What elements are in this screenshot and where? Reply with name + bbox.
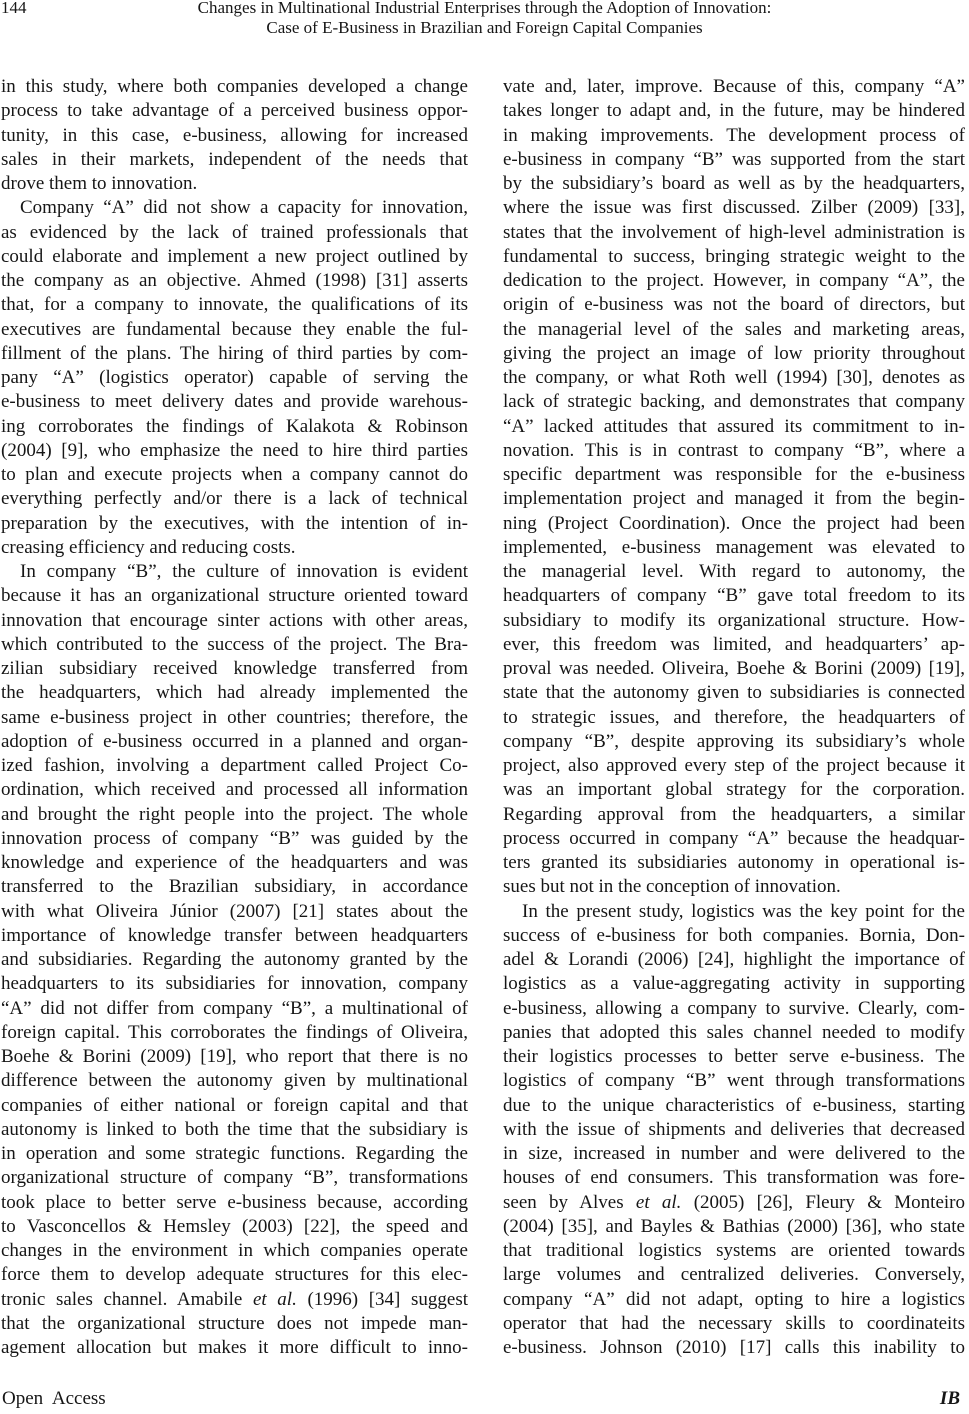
text-segment: dedication to the project. However, in company “A”, the	[503, 270, 965, 291]
text-segment: sales in their markets, independent of the needs that	[1, 148, 468, 170]
text-segment: success of e-business for both companies. Bornia, Don-	[503, 924, 965, 946]
page-number: 144	[1, 0, 27, 17]
text-line	[503, 948, 965, 972]
text-segment: with what Oliveira Júnior (2007) [21] states about the	[1, 900, 468, 922]
text-segment: and subsidiaries. Regarding the autonomy granted by the	[1, 949, 468, 970]
text-segment: companies of either national or foreign capital and that	[1, 1094, 468, 1116]
text-line	[1, 1021, 468, 1045]
text-line	[503, 390, 965, 414]
text-line	[503, 1312, 965, 1336]
text-segment: the company, or what Roth well (1994) [30], denotes as	[503, 367, 965, 388]
text-line	[503, 609, 965, 633]
text-line	[1, 1336, 468, 1360]
text-segment: process occurred in company “A” because the headquar-	[503, 827, 965, 849]
text-line	[503, 633, 965, 657]
journal-abbreviation: IB	[939, 1388, 960, 1409]
text-segment: implementation project and managed it from the begin-	[503, 488, 965, 510]
text-line	[1, 609, 468, 633]
text-line	[1, 827, 468, 851]
text-segment: took place to better serve e-business because, according	[1, 1191, 468, 1213]
text-line	[1, 584, 468, 608]
text-segment: e-business in company “B” was supported from the start	[503, 148, 965, 170]
text-segment: changes in the environment in which companies operate	[1, 1240, 468, 1261]
text-line	[503, 75, 965, 99]
paragraph	[503, 75, 965, 900]
text-segment: In the present study, logistics was the key point for the	[522, 900, 965, 922]
text-line	[503, 1336, 965, 1360]
text-segment: (2004) [35], and Bayles & Bathias (2000) [36], who state	[503, 1215, 965, 1237]
text-line	[503, 1215, 965, 1239]
open-access-label: Open Access	[2, 1388, 106, 1409]
text-line	[503, 827, 965, 851]
text-segment: where the issue was first discussed. Zilber (2009) [33],	[503, 197, 965, 219]
text-segment: in size, increased in number and were delivered to the	[503, 1143, 965, 1164]
text-segment: the headquarters, which had already implemented the	[1, 682, 468, 704]
text-segment: lack of strategic backing, and demonstrates that company	[503, 391, 965, 413]
text-segment: with the issue of shipments and deliveries that decreased	[503, 1118, 965, 1140]
text-segment: states that the involvement of high-level administration is	[503, 221, 965, 243]
text-line	[1, 560, 468, 584]
text-line	[1, 245, 468, 269]
text-line	[503, 730, 965, 754]
text-line	[1, 730, 468, 754]
text-segment: the company as an objective. Ahmed (1998) [31] asserts	[1, 270, 468, 291]
text-segment: ning (Project Coordination). Once the project had been	[503, 512, 965, 534]
text-segment: houses of end consumers. This transformation was fore-	[503, 1167, 965, 1189]
right-text-column	[503, 75, 965, 1360]
text-segment: in operation and some strategic functions. Regarding the	[1, 1143, 468, 1164]
text-segment: company “A” did not adapt, opting to hire a logistics	[503, 1288, 965, 1310]
paragraph	[1, 75, 468, 196]
text-line	[1, 124, 468, 148]
text-segment: autonomy is linked to both the time that the subsidiary is	[1, 1118, 468, 1140]
text-segment: process to take advantage of a perceived business oppor-	[1, 100, 468, 122]
text-segment: organizational structure of company “B”, transformations	[1, 1167, 468, 1189]
text-segment: transferred to the Brazilian subsidiary, in accordance	[1, 876, 468, 898]
text-segment: tunity, in this case, e-business, allowing for increased	[1, 124, 468, 146]
text-segment: executives are fundamental because they enable the ful-	[1, 318, 468, 340]
text-segment: adel & Lorandi (2006) [24], highlight the importance of	[503, 949, 965, 970]
text-segment: ters granted its subsidiaries autonomy in operational is-	[503, 852, 965, 873]
text-segment: that the organizational structure does not impede man-	[1, 1312, 468, 1334]
text-segment: logistics of company “B” went through transformations	[503, 1070, 965, 1092]
text-line	[1, 415, 468, 439]
text-line	[1, 293, 468, 317]
text-segment: was an important global strategy for the corporation.	[503, 779, 965, 801]
text-segment: headquarters of company “B” gave total freedom to its	[503, 585, 965, 607]
text-line	[503, 778, 965, 802]
text-line	[1, 512, 468, 536]
text-segment: (2005) [26], Fleury & Monteiro	[681, 1191, 965, 1213]
text-segment: implemented, e-business management was elevated to	[503, 536, 965, 558]
text-segment: force them to develop adequate structures for this elec-	[1, 1264, 468, 1286]
text-segment: vate and, later, improve. Because of this, company “A”	[503, 76, 965, 97]
text-line	[1, 633, 468, 657]
text-line	[503, 1069, 965, 1093]
text-line	[503, 1288, 965, 1312]
text-line	[503, 997, 965, 1021]
text-segment: could elaborate and implement a new project outlined by	[1, 245, 468, 267]
text-segment: innovation that encourage sinter actions with other areas,	[1, 609, 468, 631]
text-line	[503, 754, 965, 778]
text-line	[1, 1239, 468, 1263]
text-line	[503, 221, 965, 245]
text-segment: drove them to innovation.	[1, 173, 198, 194]
text-line	[1, 803, 468, 827]
text-line	[1, 487, 468, 511]
text-line	[503, 924, 965, 948]
text-segment: that, for a company to innovate, the qualifications of its	[1, 294, 468, 316]
paragraph	[1, 196, 468, 560]
text-segment: in this study, where both companies developed a change	[1, 76, 468, 97]
text-segment: same e-business project in other countries; therefore, the	[1, 706, 468, 728]
text-segment: tronic sales channel. Amabile	[1, 1288, 253, 1310]
text-line	[503, 172, 965, 196]
text-segment: operator that had the necessary skills to coordinateits	[503, 1312, 965, 1334]
text-line	[503, 1045, 965, 1069]
text-segment: ever, this freedom was limited, and headquarters’ ap-	[503, 633, 965, 655]
text-segment: sues but not in the conception of innovation.	[503, 876, 841, 898]
text-segment: importance of knowledge transfer between headquarters	[1, 924, 468, 946]
text-line	[1, 972, 468, 996]
text-segment: “A” did not differ from company “B”, a multinational of	[1, 997, 468, 1019]
text-segment: giving the project an image of low priority throughout	[503, 342, 965, 364]
text-segment: fundamental to success, bringing strategic weight to the	[503, 245, 965, 267]
text-line	[1, 148, 468, 172]
text-segment: (1996) [34] suggest	[296, 1288, 468, 1310]
text-segment: origin of e-business was not the board of directors, but	[503, 294, 965, 316]
text-segment: (2004) [9], who emphasize the need to hire third parties	[1, 439, 468, 461]
left-text-column	[1, 75, 468, 1360]
text-line	[1, 681, 468, 705]
text-line	[503, 1263, 965, 1287]
text-segment: as evidenced by the lack of trained professionals that	[1, 221, 468, 243]
text-line	[503, 584, 965, 608]
text-line	[503, 293, 965, 317]
text-segment: panies that adopted this sales channel needed to modify	[503, 1021, 965, 1043]
text-line	[503, 439, 965, 463]
text-segment: difference between the autonomy given by multinational	[1, 1070, 468, 1092]
text-segment: subsidiary to modify its organizational structure. How-	[503, 609, 965, 631]
text-line	[503, 851, 965, 875]
text-line	[503, 1142, 965, 1166]
text-line	[1, 1045, 468, 1069]
text-line	[1, 948, 468, 972]
text-line	[1, 1094, 468, 1118]
text-segment: ing corroborates the findings of Kalakota & Robinson	[1, 415, 468, 437]
text-segment: everything perfectly and/or there is a lack of technical	[1, 488, 468, 510]
text-line	[1, 875, 468, 899]
text-segment: novation. This is in contrast to company “B”, where a	[503, 439, 965, 461]
text-segment: state that the autonomy given to subsidiaries is connected	[503, 682, 965, 704]
text-line	[1, 1166, 468, 1190]
text-line	[1, 1118, 468, 1142]
text-segment: their logistics processes to better serve e-business. The	[503, 1046, 965, 1067]
text-segment: seen by Alves	[503, 1191, 636, 1213]
text-segment: by the subsidiary’s board as well as by the headquarters,	[503, 173, 965, 194]
text-line	[1, 221, 468, 245]
text-line	[1, 366, 468, 390]
running-title-line1: Changes in Multinational Industrial Enterprises through the Adoption of Innovation:	[197, 0, 772, 17]
text-segment: and brought the right people into the project. The whole	[1, 803, 468, 825]
text-line	[503, 706, 965, 730]
text-line	[1, 99, 468, 123]
text-segment: Boehe & Borini (2009) [19], who report that there is no	[1, 1046, 468, 1067]
text-line	[1, 390, 468, 414]
text-segment: Company “A” did not show a capacity for innovation,	[20, 197, 468, 219]
text-line	[1, 463, 468, 487]
text-segment: to strategic issues, and therefore, the headquarters of	[503, 706, 965, 728]
text-line	[1, 318, 468, 342]
text-segment: logistics as a value-aggregating activity in supporting	[503, 973, 965, 995]
text-line	[1, 342, 468, 366]
text-line	[1, 269, 468, 293]
text-line	[1, 657, 468, 681]
text-line	[503, 487, 965, 511]
paragraph	[503, 900, 965, 1361]
text-segment: ordination, which received and processed all information	[1, 779, 468, 801]
text-line	[503, 972, 965, 996]
text-line	[503, 1239, 965, 1263]
et-al-italic: et al.	[635, 1191, 682, 1213]
text-line	[503, 1118, 965, 1142]
text-line	[1, 924, 468, 948]
text-segment: creasing efficiency and reducing costs.	[1, 536, 296, 558]
text-segment: to Vasconcellos & Hemsley (2003) [22], the speed and	[1, 1215, 468, 1237]
text-segment: large volumes and centralized deliveries. Conversely,	[503, 1264, 965, 1286]
et-al-italic: et al.	[252, 1288, 297, 1310]
text-segment: agement allocation but makes it more difficult to inno-	[1, 1337, 468, 1358]
text-segment: knowledge and experience of the headquarters and was	[1, 852, 468, 873]
text-segment: which contributed to the success of the project. The Bra-	[1, 633, 468, 655]
text-segment: proval was needed. Oliveira, Boehe & Borini (2009) [19],	[503, 658, 965, 679]
text-line	[503, 415, 965, 439]
text-line	[1, 851, 468, 875]
text-line	[1, 1069, 468, 1093]
text-line	[503, 196, 965, 220]
text-segment: that traditional logistics systems are oriented towards	[503, 1240, 965, 1261]
text-line	[1, 754, 468, 778]
text-line	[503, 536, 965, 560]
text-segment: Regarding approval from the headquarters, a similar	[503, 803, 965, 825]
text-line	[1, 1215, 468, 1239]
text-segment: specific department was responsible for the e-business	[503, 464, 965, 485]
text-segment: In company “B”, the culture of innovation is evident	[20, 561, 468, 582]
text-line	[1, 1263, 468, 1287]
text-line	[503, 681, 965, 705]
text-line	[1, 172, 468, 196]
text-segment: project, also approved every step of the project because it	[503, 755, 965, 776]
text-segment: company “B”, despite approving its subsidiary’s whole	[503, 730, 965, 752]
text-line	[1, 778, 468, 802]
text-segment: headquarters to its subsidiaries for innovation, company	[1, 973, 468, 995]
text-line	[1, 997, 468, 1021]
text-line	[1, 1288, 468, 1312]
text-line	[503, 342, 965, 366]
text-line	[503, 560, 965, 584]
text-segment: preparation by the executives, with the intention of in-	[1, 512, 468, 534]
text-segment: in making improvements. The development process of	[503, 124, 965, 146]
text-line	[503, 245, 965, 269]
text-segment: “A” lacked attitudes that assured its commitment to in-	[503, 415, 965, 437]
text-line	[503, 1094, 965, 1118]
text-line	[503, 900, 965, 924]
text-line	[503, 148, 965, 172]
text-line	[503, 318, 965, 342]
text-line	[503, 99, 965, 123]
text-line	[1, 439, 468, 463]
text-segment: e-business, allowing a company to survive. Clearly, com-	[503, 997, 965, 1019]
running-title	[0, 0, 969, 37]
text-segment: ized fashion, involving a department called Project Co-	[1, 755, 468, 776]
text-segment: e-business to meet delivery dates and provide warehous-	[1, 391, 468, 413]
text-line	[503, 803, 965, 827]
text-line	[503, 512, 965, 536]
text-line	[503, 366, 965, 390]
paragraph	[1, 560, 468, 1360]
text-segment: the managerial level. With regard to autonomy, the	[503, 561, 965, 582]
text-segment: takes longer to adapt and, in the future, may be hindered	[503, 100, 965, 122]
text-segment: zilian subsidiary received knowledge transferred from	[1, 658, 468, 679]
text-segment: fillment of the plans. The hiring of third parties by com-	[1, 342, 468, 364]
text-line	[503, 463, 965, 487]
text-line	[1, 75, 468, 99]
text-line	[1, 1312, 468, 1336]
text-segment: because it has an organizational structure oriented toward	[1, 585, 468, 607]
text-segment: e-business. Johnson (2010) [17] calls this inability to	[503, 1337, 965, 1358]
text-line	[503, 1166, 965, 1190]
text-line	[1, 196, 468, 220]
text-line	[1, 1191, 468, 1215]
text-line	[503, 1021, 965, 1045]
text-line	[1, 900, 468, 924]
text-segment: the managerial level of the sales and marketing areas,	[503, 318, 965, 340]
text-line	[503, 657, 965, 681]
running-title-line2: Case of E-Business in Brazilian and Foreign Capital Companies	[266, 17, 703, 37]
text-line	[1, 536, 468, 560]
text-line	[1, 1142, 468, 1166]
text-line	[1, 706, 468, 730]
text-segment: innovation process of company “B” was guided by the	[1, 827, 468, 849]
text-line	[503, 1191, 965, 1215]
text-line	[503, 269, 965, 293]
text-segment: due to the unique characteristics of e-business, starting	[503, 1094, 965, 1116]
text-line	[503, 124, 965, 148]
text-segment: foreign capital. This corroborates the findings of Oliveira,	[1, 1021, 468, 1043]
text-segment: pany “A” (logistics operator) capable of serving the	[1, 367, 468, 388]
text-line	[503, 875, 965, 899]
text-segment: to plan and execute projects when a company cannot do	[1, 464, 468, 485]
text-segment: adoption of e-business occurred in a planned and organ-	[1, 730, 468, 752]
